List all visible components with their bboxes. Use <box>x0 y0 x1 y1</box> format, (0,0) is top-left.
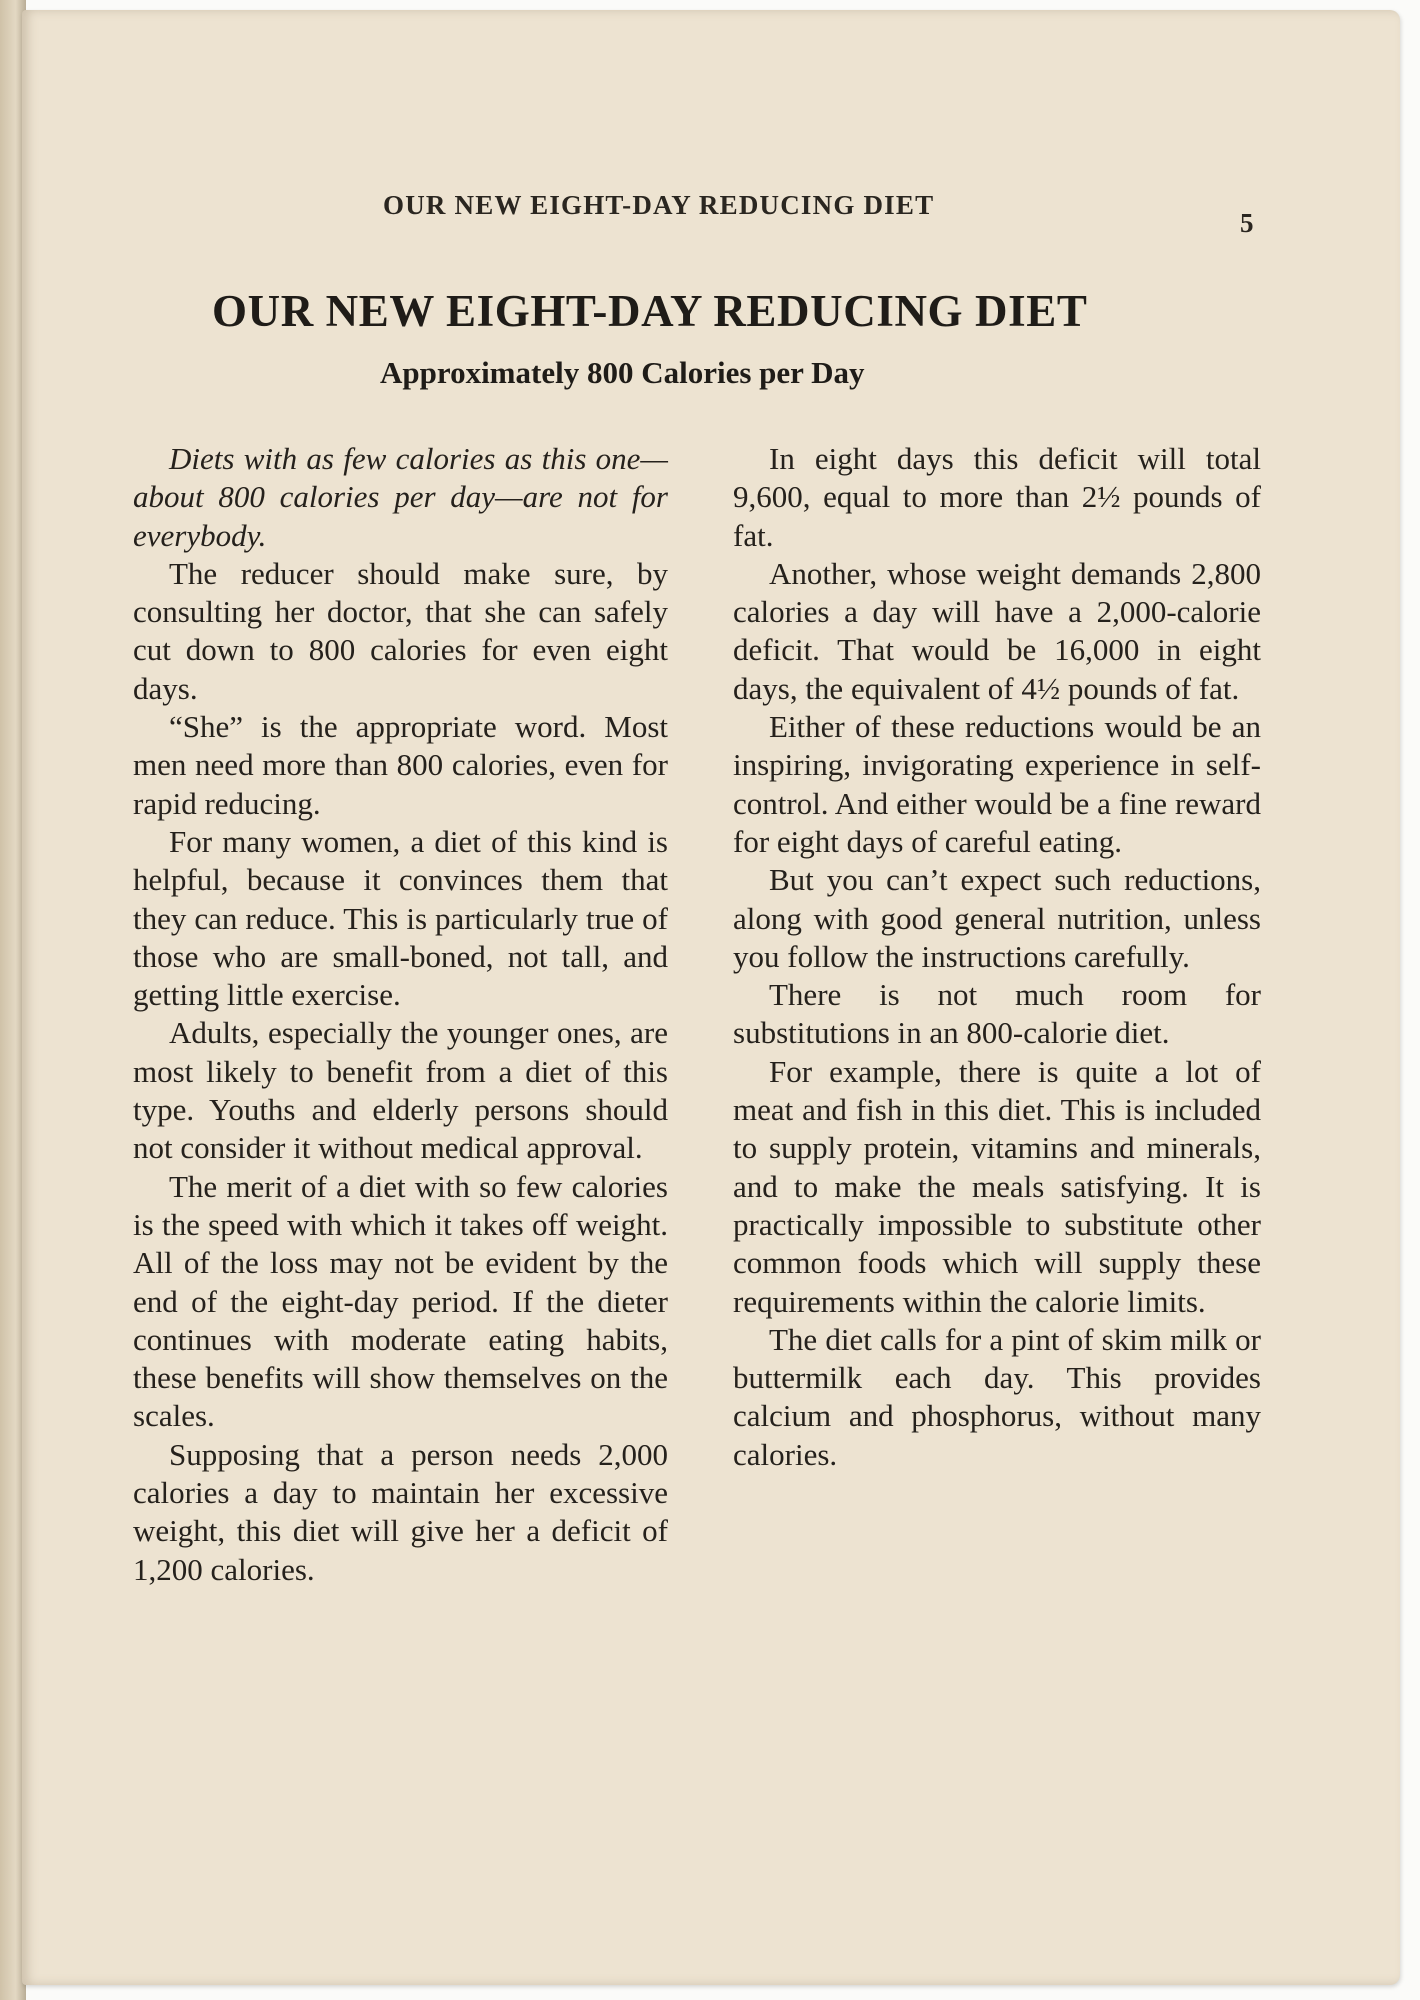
paragraph: “She” is the appropriate word. Most men need more than 800 calories, even for rapid reducing. <box>133 709 668 821</box>
running-head: OUR NEW EIGHT-DAY REDUCING DIET <box>383 190 935 220</box>
paragraph: For many women, a diet of this kind is helpful, because it convinces them that they can reduce. This is particularly true of those who are small-boned, not tall, and getting little exercise. <box>133 823 668 1013</box>
left-column <box>133 440 668 1589</box>
paragraph: Diets with as few calories as this one—about 800 calories per day—are not for everybody. <box>133 441 668 553</box>
paragraph: The reducer should make sure, by consulting her doctor, that she can safely cut down to 800 calories for even eight days. <box>133 555 668 706</box>
paragraph: The diet calls for a pint of skim milk or buttermilk each day. This provides calcium and phosphorus, without many calories. <box>733 1321 1261 1472</box>
paragraph: Another, whose weight demands 2,800 calories a day will have a 2,000-calorie deficit. That would be 16,000 in eight days, the equivalent of 4½ pounds of fat. <box>733 555 1261 706</box>
paragraph: Either of these reductions would be an inspiring, invigorating experience in self-control. And either would be a fine reward for eight days of careful eating. <box>733 709 1261 859</box>
page-number: 5 <box>1240 208 1254 238</box>
page-subtitle: Approximately 800 Calories per Day <box>380 355 865 390</box>
right-column <box>733 440 1261 1474</box>
paragraph: Adults, especially the younger ones, are most likely to benefit from a diet of this type. Youths and elderly persons should not consider it without medical approval. <box>133 1015 668 1166</box>
paragraph: For example, there is quite a lot of meat and fish in this diet. This is included to supply protein, vitamins and minerals, and to make the meals satisfying. It is practically impossible to substitute other common foods which will supply these requirements within the calorie limits. <box>733 1053 1261 1319</box>
page-title: OUR NEW EIGHT-DAY REDUCING DIET <box>212 286 1088 336</box>
paragraph: The merit of a diet with so few calories is the speed with which it takes off weight. All of the loss may not be evident by the end of the eight-day period. If the dieter continues with moderate eating habits, these benefits will show themselves on the scales. <box>133 1168 668 1434</box>
paragraph: Supposing that a person needs 2,000 calories a day to maintain her excessive weight, this diet will give her a deficit of 1,200 calories. <box>133 1436 668 1587</box>
paragraph: In eight days this deficit will total 9,600, equal to more than 2½ pounds of fat. <box>733 441 1261 553</box>
paragraph: There is not much room for substitutions in an 800-calorie diet. <box>733 977 1261 1051</box>
paragraph: But you can’t expect such reductions, along with good general nutrition, unless you follow the instructions carefully. <box>733 862 1261 974</box>
